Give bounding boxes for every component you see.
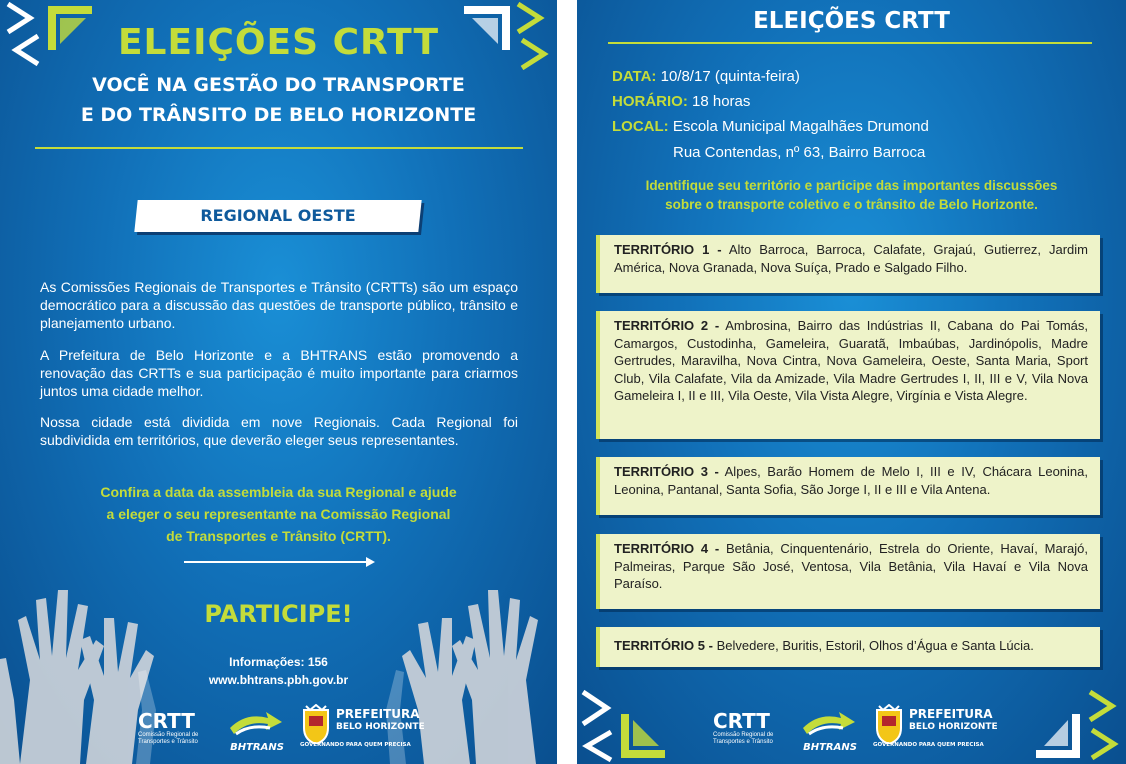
divider <box>35 147 523 149</box>
flyer-title: ELEIÇÕES CRTT <box>117 22 440 63</box>
crtt-logo <box>138 710 213 746</box>
coat-of-arms-icon <box>873 704 905 744</box>
crtt-logo-sub2: Transportes e Trânsito <box>713 739 773 745</box>
callout-line3: de Transportes e Trânsito (CRTT). <box>166 528 391 544</box>
territory-label: TERRITÓRIO 4 - <box>614 541 720 556</box>
prefeitura-text1: PREFEITURA <box>909 707 993 721</box>
date-label: DATA: <box>612 68 657 85</box>
participe-heading: PARTICIPE! <box>204 600 353 628</box>
territory-text: Ambrosina, Bairro das Indústrias II, Cabana do Pai Tomás, Camargos, Custodinha, Gameleira, Guaratã, Imbaúbas, Jardinópolis, Madre Gertrudes, Maravilha, Nova Cintra, Nova Gameleira, Oeste, Santa Maria, Sport Club, Vila Calafate, Vila da Amizade, Vila Madre Gertrudes I, II, III e V, Vila Nova Gameleira I, II e III, Vila Oeste, Vila Vista Alegre, Virgínia e Vista Alegre. <box>614 318 1088 403</box>
paragraph-3: Nossa cidade está dividida em nove Regionais. Cada Regional foi subdividida em territórios, que deverão eleger seus representantes. <box>40 414 518 448</box>
territory-label: TERRITÓRIO 3 - <box>614 464 719 479</box>
regional-label: REGIONAL OESTE <box>200 206 356 225</box>
territory-label: TERRITÓRIO 5 - <box>614 638 713 653</box>
crtt-logo-text: CRTT <box>138 709 195 733</box>
time-label: HORÁRIO: <box>612 93 688 110</box>
crtt-logo-sub1: Comissão Regional de <box>138 732 199 738</box>
info-phone: Informações: 156 <box>229 655 328 669</box>
bhtrans-logo <box>799 710 861 753</box>
chevron-decoration-icon <box>577 684 669 764</box>
bhtrans-logo <box>226 710 288 753</box>
right-callout-line2: sobre o transporte coletivo e o trânsito de Belo Horizonte. <box>665 197 1038 212</box>
prefeitura-logo <box>300 704 425 748</box>
paragraph-2: A Prefeitura de Belo Horizonte e a BHTRANS estão promovendo a renovação das CRTTs e sua participação é muito importante para criarmos juntos uma cidade melhor. <box>40 347 518 399</box>
territory-text: Alto Barroca, Barroca, Calafate, Grajaú, Gutierrez, Jardim América, Nova Granada, Nova Suíça, Prado e Salgado Filho. <box>614 242 1089 275</box>
left-flyer-page <box>0 0 557 764</box>
flyer-subtitle-line2: E DO TRÂNSITO DE BELO HORIZONTE <box>80 104 477 126</box>
chevron-decoration-icon <box>1032 684 1126 764</box>
territory-text: Betânia, Cinquentenário, Estrela do Oriente, Havaí, Marajó, Palmeiras, Parque São José, Ventosa, Vila Betânia, Vila Havaí e Vila Nova Paraíso. <box>614 541 1088 591</box>
prefeitura-logo <box>873 704 998 748</box>
crtt-logo <box>713 710 788 746</box>
prefeitura-slogan: GOVERNANDO PARA QUEM PRECISA <box>873 742 984 748</box>
bhtrans-arrow-icon <box>226 710 284 738</box>
crtt-logo-sub1: Comissão Regional de <box>713 732 774 738</box>
prefeitura-text1: PREFEITURA <box>336 707 420 721</box>
bhtrans-arrow-icon <box>799 710 857 738</box>
date-row <box>612 64 800 89</box>
callout-line1: Confira a data da assembleia da sua Regional e ajude <box>100 484 457 500</box>
territory-box-5 <box>596 627 1100 667</box>
location-value1: Escola Municipal Magalhães Drumond <box>672 118 929 135</box>
bhtrans-logo-text: BHTRANS <box>803 742 857 753</box>
time-row <box>612 89 750 114</box>
location-row <box>612 114 929 139</box>
bhtrans-logo-text: BHTRANS <box>230 742 284 753</box>
date-value: 10/8/17 (quinta-feira) <box>660 68 800 85</box>
location-label: LOCAL: <box>612 118 669 135</box>
callout-line2: a eleger o seu representante na Comissão Regional <box>106 506 451 522</box>
territory-text: Belvedere, Buritis, Estoril, Olhos d’Água e Santa Lúcia. <box>716 638 1034 653</box>
paragraph-1: As Comissões Regionais de Transportes e Trânsito (CRTTs) são um espaço democrático para a discussão das questões de transporte público, trânsito e planejamento urbano. <box>40 279 518 331</box>
flyer-title-right: ELEIÇÕES CRTT <box>753 8 950 34</box>
territory-box-3 <box>596 457 1100 515</box>
right-callout-line1: Identifique seu território e participe das importantes discussões <box>645 178 1058 193</box>
divider <box>608 42 1092 44</box>
coat-of-arms-icon <box>300 704 332 744</box>
territory-box-1 <box>596 235 1100 293</box>
territory-box-4 <box>596 534 1100 609</box>
territory-label: TERRITÓRIO 2 - <box>614 318 720 333</box>
prefeitura-slogan: GOVERNANDO PARA QUEM PRECISA <box>300 742 411 748</box>
prefeitura-text2: BELO HORIZONTE <box>909 722 998 732</box>
time-value: 18 horas <box>692 93 751 110</box>
territory-box-2 <box>596 311 1100 439</box>
regional-banner <box>134 200 421 232</box>
info-website[interactable]: www.bhtrans.pbh.gov.br <box>208 673 349 687</box>
location-value2: Rua Contendas, nº 63, Bairro Barroca <box>673 144 926 161</box>
flyer-subtitle-line1: VOCÊ NA GESTÃO DO TRANSPORTE <box>92 74 465 96</box>
right-flyer-page <box>577 0 1126 764</box>
prefeitura-text2: BELO HORIZONTE <box>336 722 425 732</box>
crtt-logo-sub2: Transportes e Trânsito <box>138 739 198 745</box>
location-row-2 <box>673 140 925 165</box>
territory-text: Alpes, Barão Homem de Melo I, III e IV, Chácara Leonina, Leonina, Pantanal, Santa Sofia, São Jorge I, II e III e Vila Antena. <box>614 464 1088 497</box>
territory-label: TERRITÓRIO 1 - <box>614 242 722 257</box>
crtt-logo-text: CRTT <box>713 709 770 733</box>
